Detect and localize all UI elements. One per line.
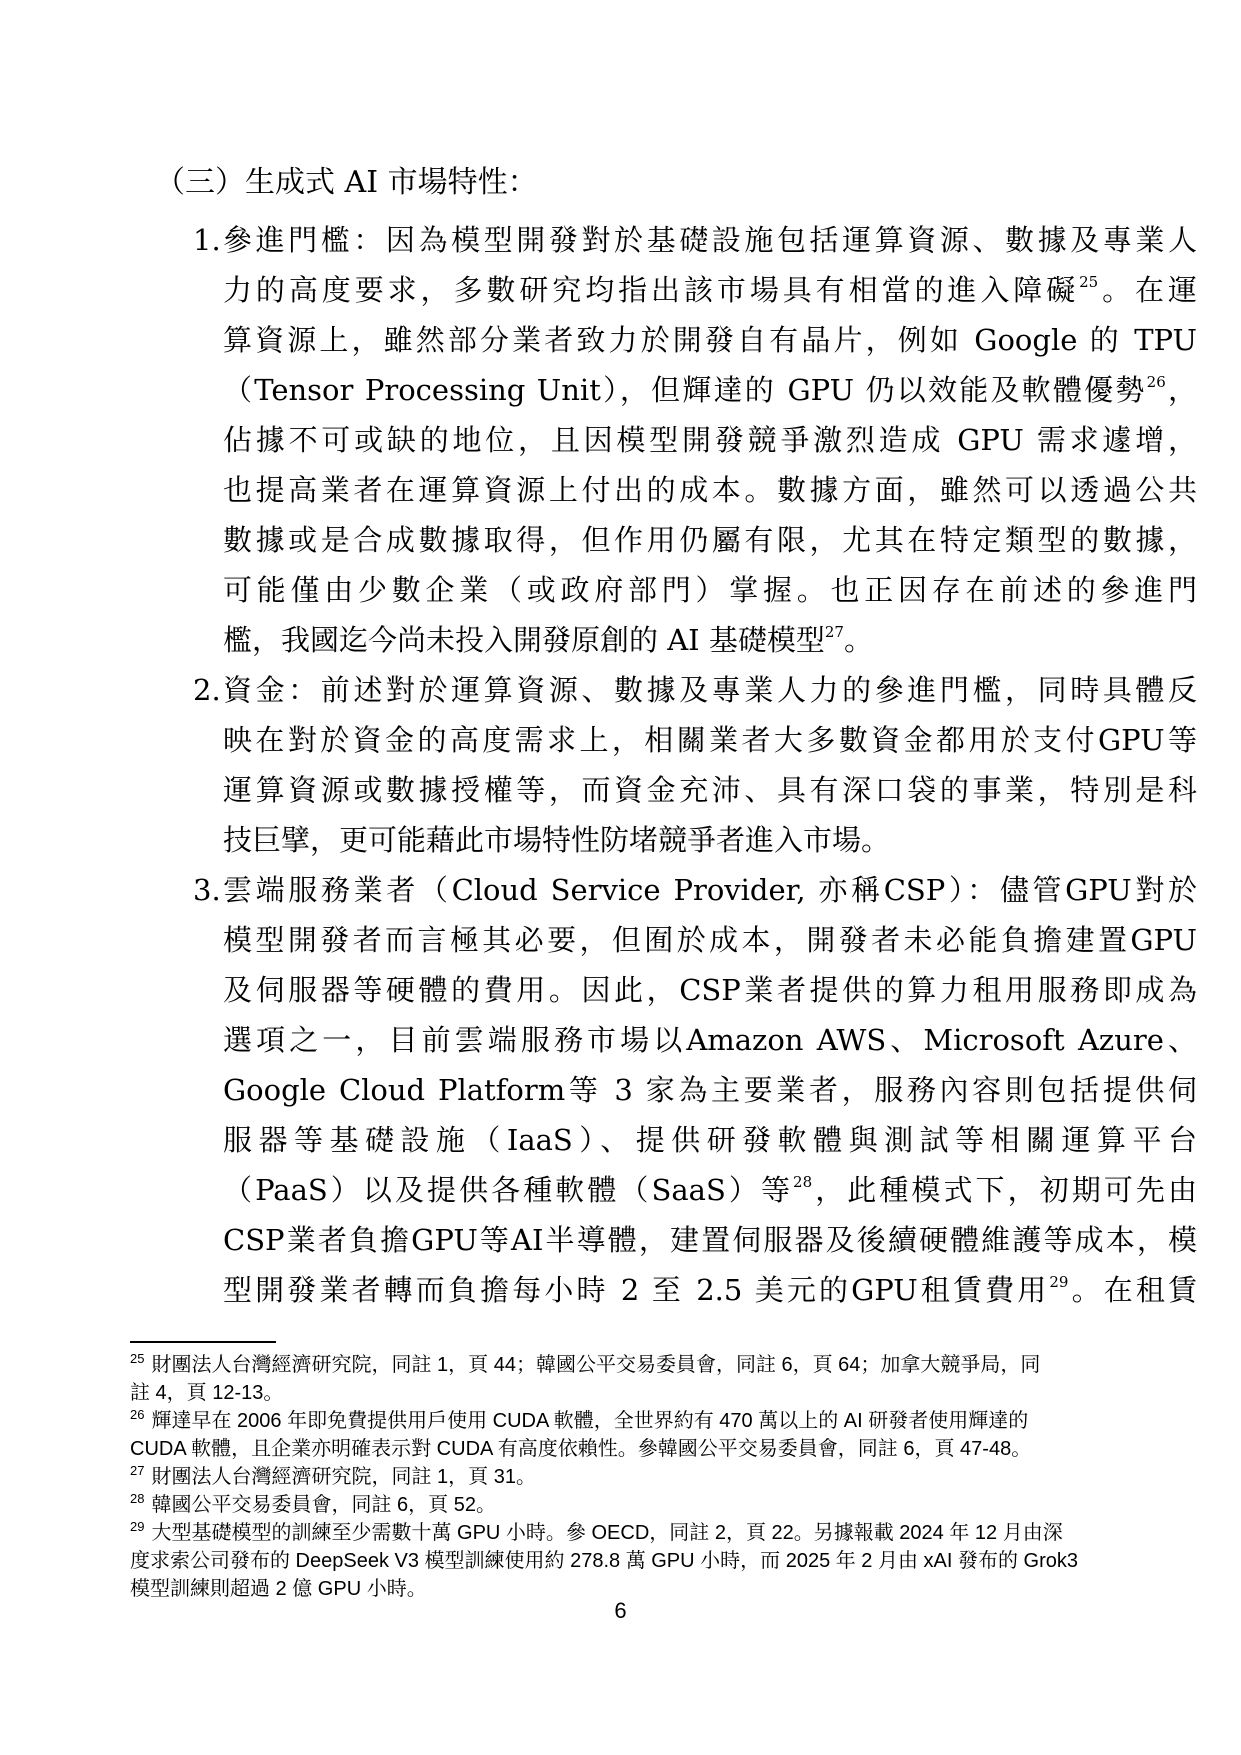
- body-line: 算資源上，雖然部分業者致力於開發自有晶片，例如 Google 的 TPU: [223, 323, 1197, 357]
- body-line: 服器等基礎設施（IaaS）、提供研發軟體與測試等相關運算平台: [223, 1123, 1197, 1157]
- body-line: Google Cloud Platform等 3 家為主要業者，服務內容則包括提供伺: [223, 1073, 1197, 1107]
- footnote-line: 註 4，頁 12-13。: [130, 1382, 284, 1404]
- item-number: 1.: [193, 223, 221, 257]
- body-line: 型開發業者轉而負擔每小時 2 至 2.5 美元的GPU租賃費用$^{29}$。在租賃: [223, 1273, 1197, 1307]
- footnote-line: 度求索公司發布的 DeepSeek V3 模型訓練使用約 278.8 萬 GPU 小時，而 2025 年 2 月由 xAI 發布的 Grok3: [130, 1550, 1079, 1572]
- footnote-line: $^{26}$ 輝達早在 2006 年即免費提供用戶使用 CUDA 軟體，全世界約有 470 萬以上的 AI 研發者使用輝達的: [130, 1407, 1029, 1432]
- footnote-ref: 25: [1079, 273, 1099, 291]
- body-line: （PaaS）以及提供各種軟體（SaaS）等$^{28}$，此種模式下，初期可先由: [223, 1173, 1197, 1207]
- footnote-number: 28: [130, 1491, 145, 1506]
- body-line: 力的高度要求，多數研究均指出該市場具有相當的進入障礙$^{25}$。在運: [223, 273, 1197, 307]
- footnote-line: $^{29}$ 大型基礎模型的訓練至少需數十萬 GPU 小時。參 OECD，同註 2，頁 22。另據報載 2024 年 12 月由深: [130, 1519, 1063, 1544]
- item-text: [223, 665, 1197, 865]
- footnote-number: 27: [130, 1463, 145, 1478]
- footnote-number: 26: [130, 1407, 145, 1422]
- body-line: 選項之一，目前雲端服務市場以Amazon AWS、Microsoft Azure、: [223, 1023, 1197, 1057]
- body-line: 佔據不可或缺的地位，且因模型開發競爭激烈造成 GPU 需求遽增，: [223, 423, 1197, 457]
- footnote-line: CUDA 軟體，且企業亦明確表示對 CUDA 有高度依賴性。參韓國公平交易委員會，同註 6，頁 47-48。: [130, 1438, 1032, 1460]
- numbered-list: [193, 215, 1197, 1315]
- list-item-1: [193, 215, 1197, 665]
- body-line: 及伺服器等硬體的費用。因此，CSP業者提供的算力租用服務即成為: [223, 973, 1197, 1007]
- body-line: 運算資源或數據授權等，而資金充沛、具有深口袋的事業，特別是科: [223, 773, 1197, 807]
- body-line: 也提高業者在運算資源上付出的成本。數據方面，雖然可以透過公共: [223, 473, 1197, 507]
- page-number: 6: [614, 1598, 627, 1623]
- footnote-ref: 28: [793, 1173, 813, 1191]
- item-text: [223, 215, 1197, 665]
- list-item-2: [193, 665, 1197, 865]
- body-line: 雲端服務業者（Cloud Service Provider, 亦稱CSP）：儘管GPU對於: [223, 873, 1197, 907]
- footnote-line: $^{25}$ 財團法人台灣經濟研究院，同註 1，頁 44；韓國公平交易委員會，同註 6，頁 64；加拿大競爭局，同: [130, 1351, 1041, 1376]
- footnote-ref: 29: [1049, 1273, 1069, 1291]
- body-line: 映在對於資金的高度需求上，相關業者大多數資金都用於支付GPU等: [223, 723, 1197, 757]
- body-line: 技巨擘，更可能藉此市場特性防堵競爭者進入市場。: [223, 823, 891, 857]
- footnote-ref: 27: [824, 623, 844, 641]
- footnote-number: 25: [130, 1351, 145, 1366]
- body-line: 模型開發者而言極其必要，但囿於成本，開發者未必能負擔建置GPU: [223, 923, 1197, 957]
- footnote-line: $^{27}$ 財團法人台灣經濟研究院，同註 1，頁 31。: [130, 1463, 536, 1488]
- footnote-line: 模型訓練則超過 2 億 GPU 小時。: [130, 1578, 427, 1600]
- body-line: 可能僅由少數企業（或政府部門）掌握。也正因存在前述的參進門: [223, 573, 1197, 607]
- section-heading: （三）生成式 AI 市場特性：: [155, 165, 538, 200]
- footnote-separator: [130, 1341, 276, 1343]
- item-text: [223, 865, 1197, 1315]
- item-number: 2.: [193, 673, 221, 707]
- footnote-ref: 26: [1146, 373, 1166, 391]
- footnote-line: $^{28}$ 韓國公平交易委員會，同註 6，頁 52。: [130, 1491, 496, 1516]
- list-item-3: [193, 865, 1197, 1315]
- body-line: CSP業者負擔GPU等AI半導體，建置伺服器及後續硬體維護等成本，模: [223, 1223, 1197, 1257]
- body-line: 資金：前述對於運算資源、數據及專業人力的參進門檻，同時具體反: [223, 673, 1197, 707]
- body-line: 檻，我國迄今尚未投入開發原創的 AI 基礎模型$^{27}$。: [223, 623, 873, 657]
- body-line: 參進門檻：因為模型開發對於基礎設施包括運算資源、數據及專業人: [223, 223, 1197, 257]
- footnote-number: 29: [130, 1519, 145, 1534]
- item-number: 3.: [193, 873, 221, 907]
- footnotes: [130, 1351, 1140, 1603]
- body-line: 數據或是合成數據取得，但作用仍屬有限，尤其在特定類型的數據，: [223, 523, 1197, 557]
- body-line: （Tensor Processing Unit），但輝達的 GPU 仍以效能及軟體優勢$^{26}$，: [223, 373, 1197, 407]
